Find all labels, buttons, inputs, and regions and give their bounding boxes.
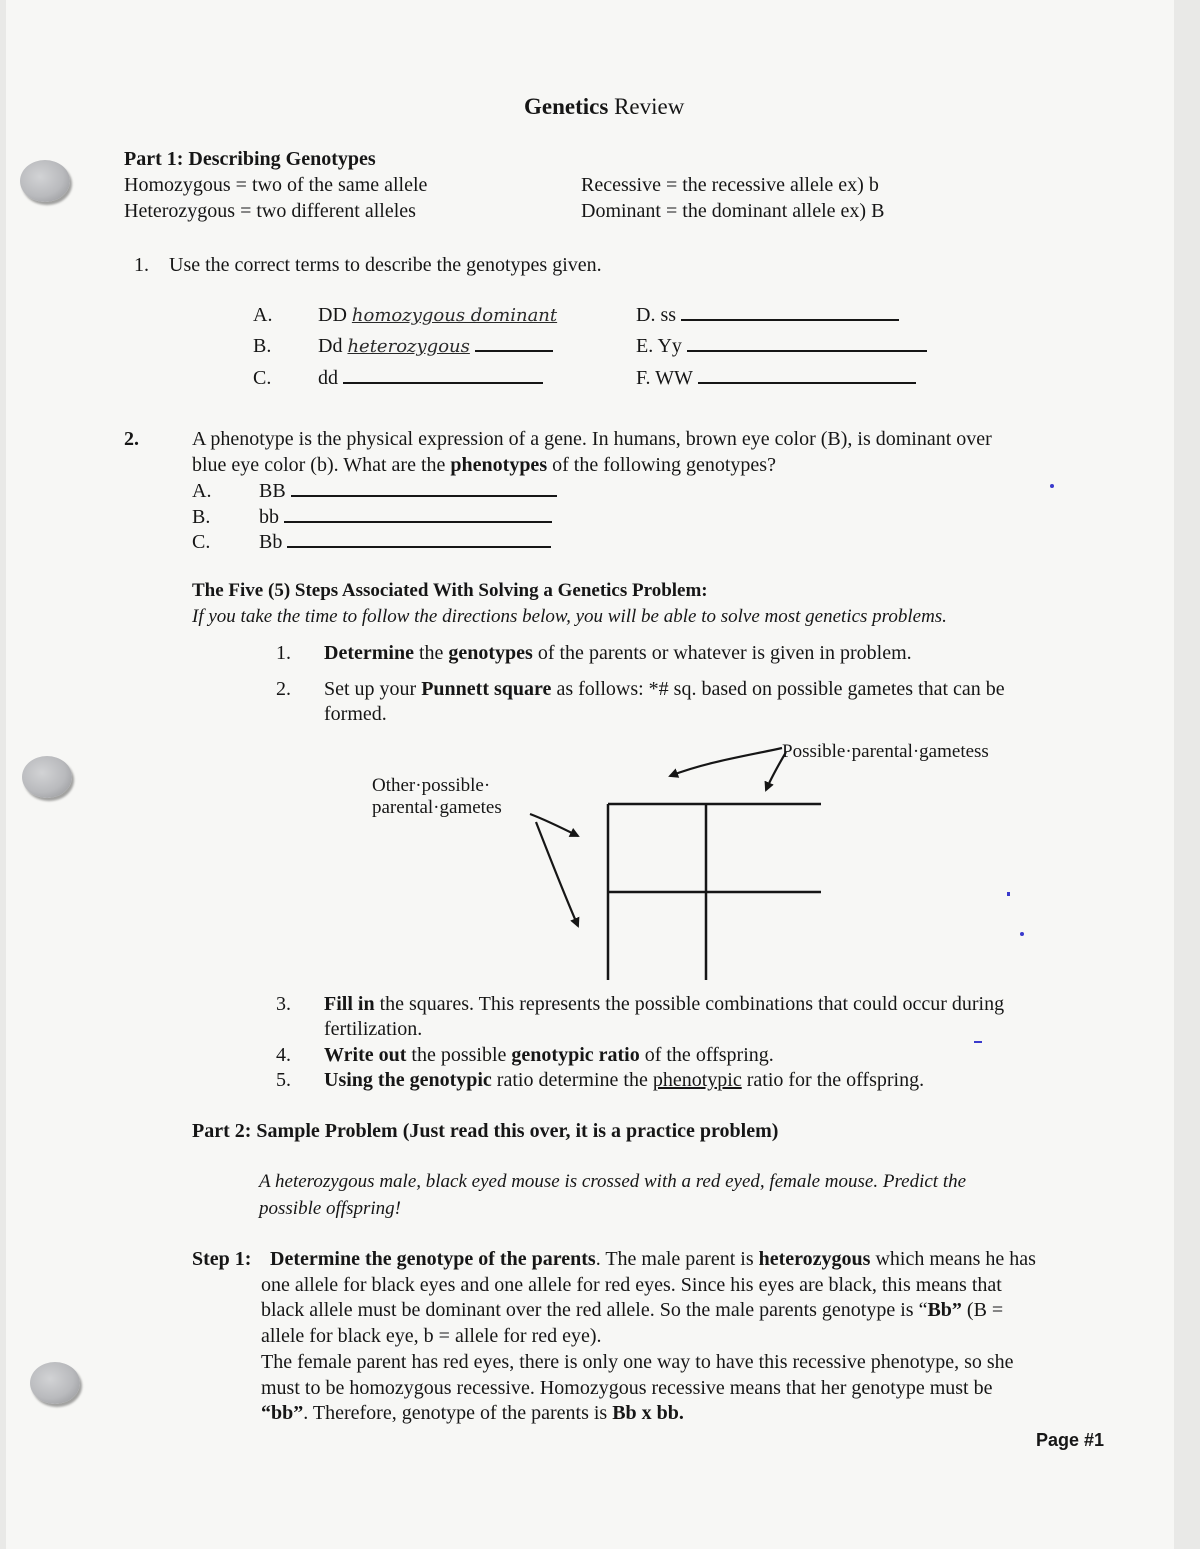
- q2-text-line1: A phenotype is the physical expression of a gene. In humans, brown eye color (B), is dominant over: [192, 428, 992, 450]
- step1-female-line1: The female parent has red eyes, there is only one way to have this recessive phenotype, so she: [261, 1351, 1014, 1373]
- homozygous-definition: Homozygous = two of the same allele: [124, 174, 428, 196]
- q1-item-c-genotype: dd: [318, 367, 543, 390]
- page-title: Genetics Review: [524, 94, 685, 119]
- step1-text: Determine the genotypes of the parents or whatever is given in problem.: [324, 642, 912, 664]
- ink-dot: [1050, 484, 1054, 488]
- q1-item-b-genotype: Dd heterozygous: [318, 335, 553, 358]
- ink-dash: [974, 1041, 982, 1043]
- step5-text: Using the genotypic ratio determine the phenotypic ratio for the offspring.: [324, 1069, 925, 1091]
- ink-dot: [1020, 932, 1024, 936]
- q2-item-c-letter: C.: [192, 531, 211, 553]
- step4-number: 4.: [276, 1044, 291, 1066]
- q1-item-e: E. Yy: [636, 335, 927, 358]
- q1-item-b-answer: heterozygous: [347, 336, 470, 357]
- step1-female-line3: “bb”. Therefore, genotype of the parents is Bb x bb.: [261, 1402, 684, 1424]
- q2-item-a-letter: A.: [192, 480, 212, 502]
- recessive-definition: Recessive = the recessive allele ex) b: [581, 174, 879, 196]
- q1-text: Use the correct terms to describe the genotypes given.: [169, 254, 602, 276]
- ink-dot: [1007, 892, 1010, 896]
- punnett-square-diagram: [6, 0, 1174, 1000]
- step5-number: 5.: [276, 1069, 291, 1091]
- binder-hole-bottom: [30, 1362, 80, 1404]
- q2-item-c: Bb: [259, 531, 551, 554]
- label-other-parental-gametes-2: parental·gametes: [372, 797, 502, 818]
- step1-explanation-line1: Determine the genotype of the parents. The male parent is heterozygous which means he has: [270, 1248, 1036, 1270]
- step1-number: 1.: [276, 642, 291, 664]
- punnett-grid: [608, 804, 821, 980]
- q1-item-a-genotype: DD homozygous dominant: [318, 304, 558, 326]
- q1-item-b: B.: [253, 335, 272, 357]
- step3-number: 3.: [276, 993, 291, 1015]
- step1-female-line2: must to be homozygous recessive. Homozygous recessive means that her genotype must be: [261, 1377, 993, 1399]
- heterozygous-definition: Heterozygous = two different alleles: [124, 200, 416, 222]
- q1-item-c: C.: [253, 367, 272, 389]
- steps-subheading: If you take the time to follow the directions below, you will be able to solve most genetics problems.: [192, 606, 947, 627]
- label-other-parental-gametes-1: Other·possible·: [372, 775, 491, 796]
- gamete-arrows-top: [670, 748, 786, 790]
- sample-problem-line1: A heterozygous male, black eyed mouse is crossed with a red eyed, female mouse. Predict the: [259, 1171, 967, 1192]
- dominant-definition: Dominant = the dominant allele ex) B: [581, 200, 885, 222]
- q1-item-f: F. WW: [636, 367, 916, 390]
- q1-item-a: A.: [253, 304, 273, 326]
- part1-heading: Part 1: Describing Genotypes: [124, 148, 376, 170]
- step3-text-line2: fertilization.: [324, 1018, 423, 1040]
- step2-text-line2: formed.: [324, 703, 387, 725]
- q2-item-b-letter: B.: [192, 506, 211, 528]
- q1-number: 1.: [134, 254, 149, 276]
- part2-heading: Part 2: Sample Problem (Just read this over, it is a practice problem): [192, 1120, 779, 1142]
- step1-explanation-line3: black allele must be dominant over the red allele. So the male parents genotype is “Bb” (B =: [261, 1299, 1004, 1321]
- step2-text: Set up your Punnett square as follows: *# sq. based on possible gametes that can be: [324, 678, 1005, 700]
- step2-number: 2.: [276, 678, 291, 700]
- step4-text: Write out the possible genotypic ratio of the offspring.: [324, 1044, 774, 1066]
- q2-number: 2.: [124, 428, 139, 450]
- page-number: Page #1: [1036, 1430, 1105, 1450]
- q1-item-d: D. ss: [636, 304, 899, 327]
- q2-item-a: BB: [259, 480, 557, 503]
- q2-item-b: bb: [259, 506, 552, 529]
- worksheet-page: [6, 0, 1174, 1549]
- steps-heading: The Five (5) Steps Associated With Solving a Genetics Problem:: [192, 580, 708, 601]
- gamete-arrows-left: [530, 814, 578, 926]
- step1-explanation-line2: one allele for black eyes and one allele for red eyes. Since his eyes are black, this means that: [261, 1274, 1002, 1296]
- step1-explanation-line4: allele for black eye, b = allele for red eye).: [261, 1325, 602, 1347]
- label-possible-parental-gametes: Possible·parental·gametess: [782, 741, 989, 762]
- sample-problem-line2: possible offspring!: [259, 1198, 401, 1219]
- step1-label: Step 1:: [192, 1248, 252, 1270]
- q2-text-line2: blue eye color (b). What are the phenotypes of the following genotypes?: [192, 454, 776, 476]
- q1-item-a-answer: homozygous dominant: [351, 305, 558, 326]
- step3-text: Fill in the squares. This represents the possible combinations that could occur during: [324, 993, 1005, 1015]
